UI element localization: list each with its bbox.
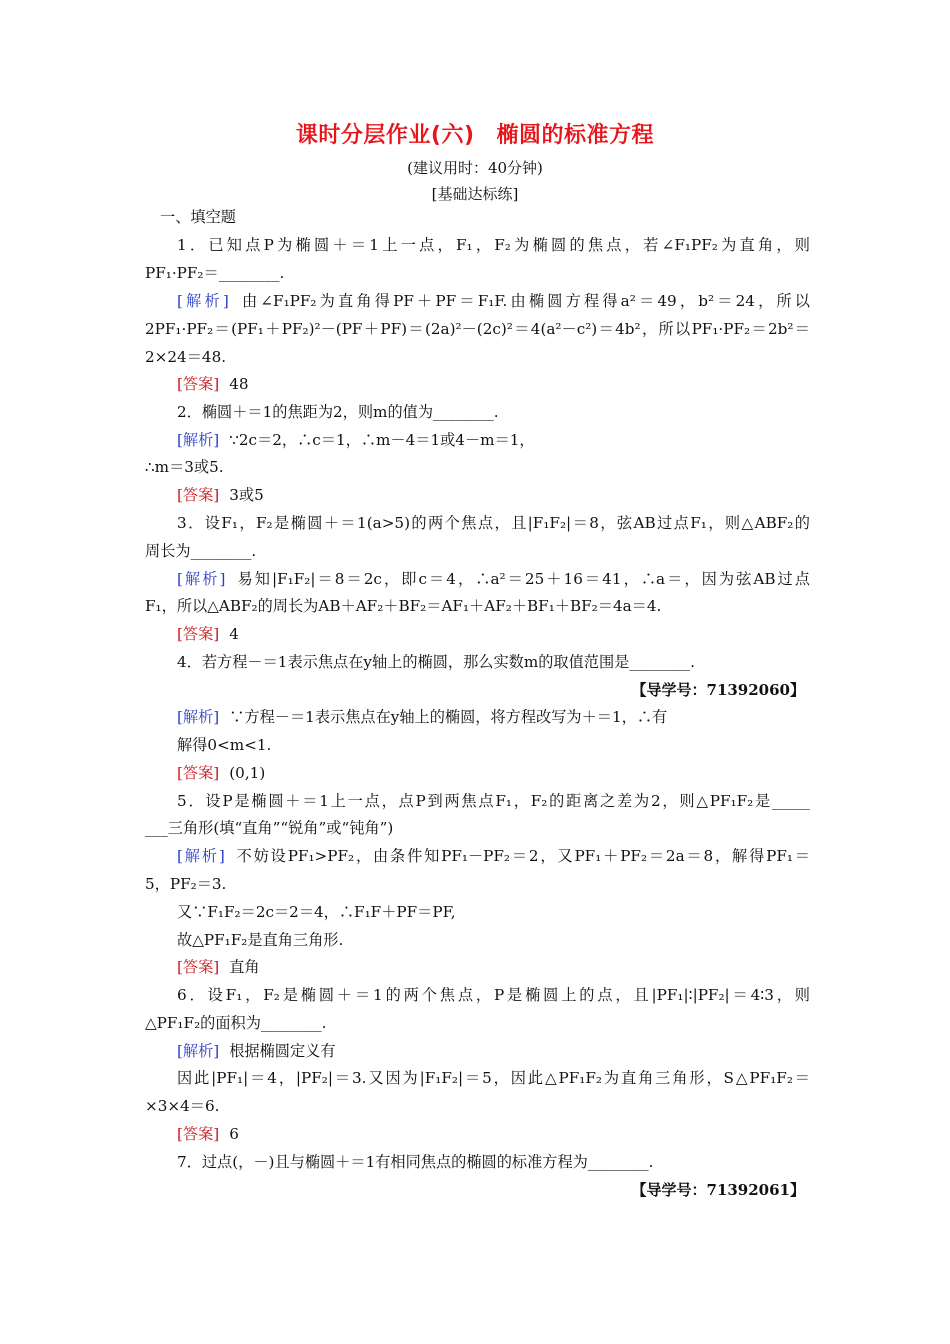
suggested-time: (建议用时：40分钟) (407, 159, 543, 177)
analysis-4-line-2: 解得0<m<1. (177, 736, 272, 754)
answer-tag: [答案] (177, 1125, 220, 1143)
answer-4: [答案] (0,1) (177, 764, 266, 782)
question-7: 7．过点(，－)且与椭圆＋＝1有相同焦点的椭圆的标准方程为________. (177, 1153, 654, 1171)
analysis-tag: [解析] (177, 708, 220, 726)
analysis-3-line-1: [解析] 易知|F₁F₂|＝8＝2c，即c＝4，∴a²＝25＋16＝41，∴a＝，因为弦AB过点 (177, 570, 810, 588)
analysis-1-line-3: 2×24＝48. (145, 348, 227, 366)
page-title (0, 118, 950, 149)
answer-tag: [答案] (177, 375, 220, 393)
question-6-line-2: △PF₁F₂的面积为________. (145, 1014, 327, 1032)
analysis-5-line-4: 故△PF₁F₂是直角三角形. (177, 931, 344, 949)
guide-number-7: 【导学号：71392061】 (631, 1181, 805, 1199)
answer-tag: [答案] (177, 764, 220, 782)
question-3-line-1: 3．设F₁，F₂是椭圆＋＝1(a>5)的两个焦点，且|F₁F₂|＝8，弦AB过点F₁，则△ABF₂的 (177, 514, 810, 532)
analysis-3-line-2: F₁，所以△ABF₂的周长为AB＋AF₂＋BF₂＝AF₁＋AF₂＋BF₁＋BF₂＝4a＝4. (145, 597, 662, 615)
question-4: 4．若方程－＝1表示焦点在y轴上的椭圆，那么实数m的取值范围是________. (177, 653, 695, 671)
question-2: 2．椭圆＋＝1的焦距为2，则m的值为________. (177, 403, 499, 421)
analysis-tag: [解析] (177, 570, 226, 588)
analysis-tag: [解析] (177, 847, 225, 865)
analysis-1-line-2: 2PF₁·PF₂＝(PF₁＋PF₂)²－(PF＋PF)＝(2a)²－(2c)²＝4(a²－c²)＝4b²，所以PF₁·PF₂＝2b²＝ (145, 320, 810, 338)
answer-3: [答案] 4 (177, 625, 239, 643)
question-6-line-1: 6．设F₁，F₂是椭圆＋＝1的两个焦点，P是椭圆上的点，且|PF₁|∶|PF₂|＝4∶3，则 (177, 986, 810, 1004)
analysis-2-line-2: ∴m＝3或5. (145, 458, 224, 476)
title-left: 课时分层作业(六) (295, 123, 475, 148)
question-3-line-2: 周长为________. (145, 542, 257, 560)
answer-tag: [答案] (177, 958, 220, 976)
answer-tag: [答案] (177, 625, 220, 643)
part-heading: 一、填空题 (160, 208, 236, 226)
answer-2: [答案] 3或5 (177, 486, 264, 504)
guide-number-4: 【导学号：71392060】 (631, 681, 805, 699)
analysis-5-line-3: 又∵F₁F₂＝2c＝2＝4，∴F₁F＋PF＝PF, (177, 903, 456, 921)
analysis-6-line-2: 因此|PF₁|＝4，|PF₂|＝3.又因为|F₁F₂|＝5，因此△PF₁F₂为直角三角形，S△PF₁F₂＝ (177, 1069, 810, 1087)
analysis-5-line-2: 5，PF₂＝3. (145, 875, 227, 893)
analysis-6-line-1: [解析] 根据椭圆定义有 (177, 1042, 336, 1060)
analysis-tag: [解析] (177, 292, 229, 310)
analysis-4-line-1: [解析] ∵方程－＝1表示焦点在y轴上的椭圆，将方程改写为＋＝1，∴有 (177, 708, 668, 726)
analysis-tag: [解析] (177, 431, 220, 449)
analysis-1-line-1: [解析] 由∠F₁PF₂为直角得PF＋PF＝F₁F.由椭圆方程得a²＝49，b²＝24，所以 (177, 292, 810, 310)
answer-5: [答案] 直角 (177, 958, 260, 976)
analysis-2-line-1: [解析] ∵2c＝2，∴c＝1，∴m－4＝1或4－m＝1， (177, 431, 535, 449)
answer-6: [答案] 6 (177, 1125, 239, 1143)
analysis-5-line-1: [解析] 不妨设PF₁>PF₂，由条件知PF₁－PF₂＝2，又PF₁＋PF₂＝2a＝8，解得PF₁＝ (177, 847, 810, 865)
question-5-line-2: ___三角形(填“直角”“锐角”或“钝角”) (145, 819, 394, 837)
question-1-line-2: PF₁·PF₂＝________. (145, 264, 285, 282)
question-1-line-1: 1．已知点P为椭圆＋＝1上一点，F₁，F₂为椭圆的焦点，若∠F₁PF₂为直角，则 (177, 236, 810, 254)
section-heading: [基础达标练] (431, 185, 519, 203)
title-right: 椭圆的标准方程 (496, 123, 655, 148)
answer-tag: [答案] (177, 486, 220, 504)
analysis-6-line-3: ×3×4＝6. (145, 1097, 220, 1115)
analysis-tag: [解析] (177, 1042, 220, 1060)
question-5-line-1: 5．设P是椭圆＋＝1上一点，点P到两焦点F₁，F₂的距离之差为2，则△PF₁F₂是_____ (177, 792, 810, 810)
answer-1: [答案] 48 (177, 375, 249, 393)
